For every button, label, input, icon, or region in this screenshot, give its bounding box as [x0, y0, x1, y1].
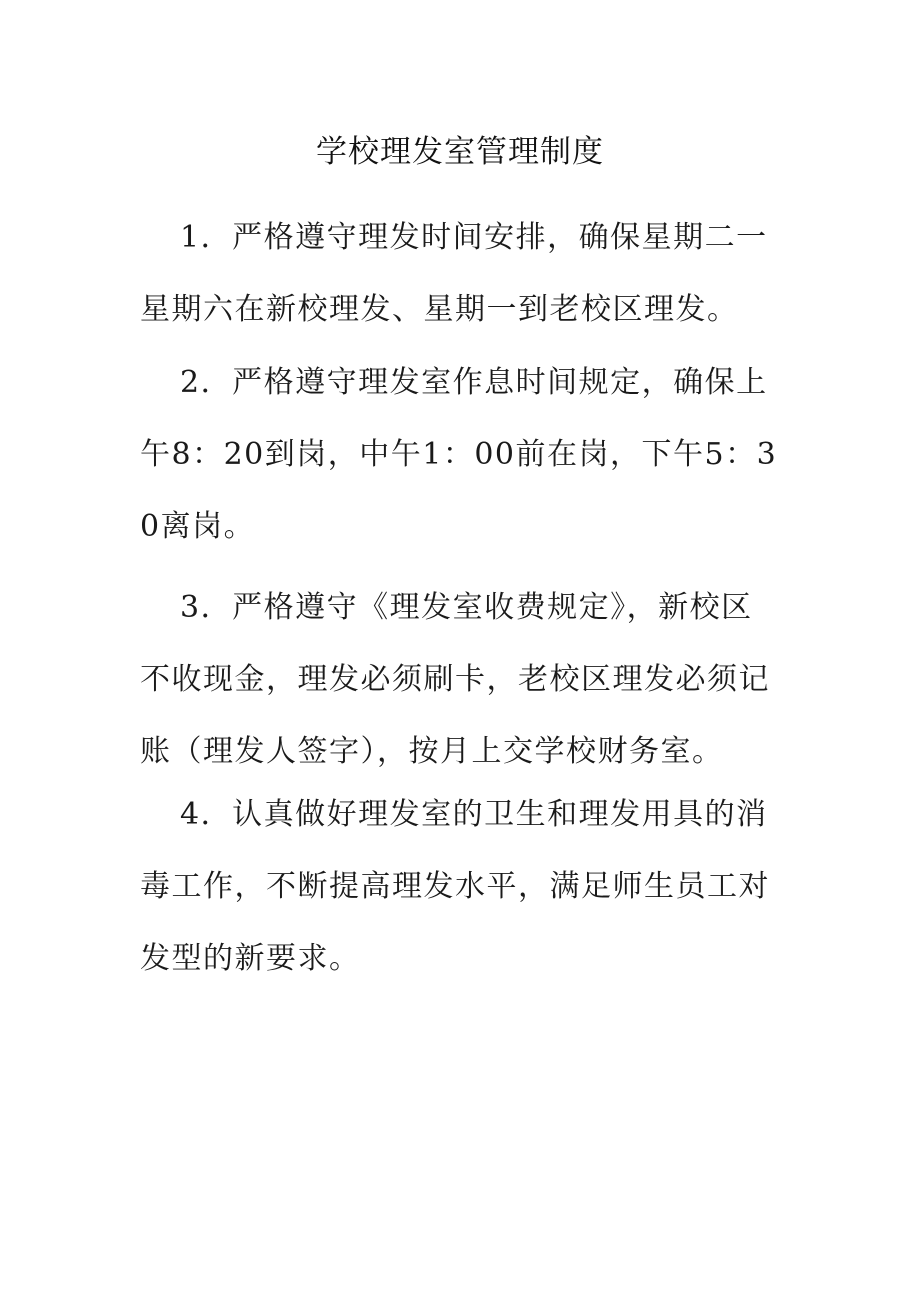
paragraph-1: 1．严格遵守理发时间安排，确保星期二一星期六在新校理发、星期一到老校区理发。 [140, 220, 768, 327]
document-title: 学校理发室管理制度 [316, 134, 604, 170]
paragraph-4: 4．认真做好理发室的卫生和理发用具的消毒工作，不断提高理发水平，满足师生员工对发型的新要求。 [140, 797, 770, 976]
paragraph-3: 3．严格遵守《理发室收费规定》，新校区不收现金，理发必须刷卡，老校区理发必须记账（理发人签字），按月上交学校财务室。 [140, 590, 770, 769]
paragraph-2: 2．严格遵守理发室作息时间规定，确保上午8：20到岗，中午1：00前在岗，下午5：30离岗。 [140, 365, 778, 544]
